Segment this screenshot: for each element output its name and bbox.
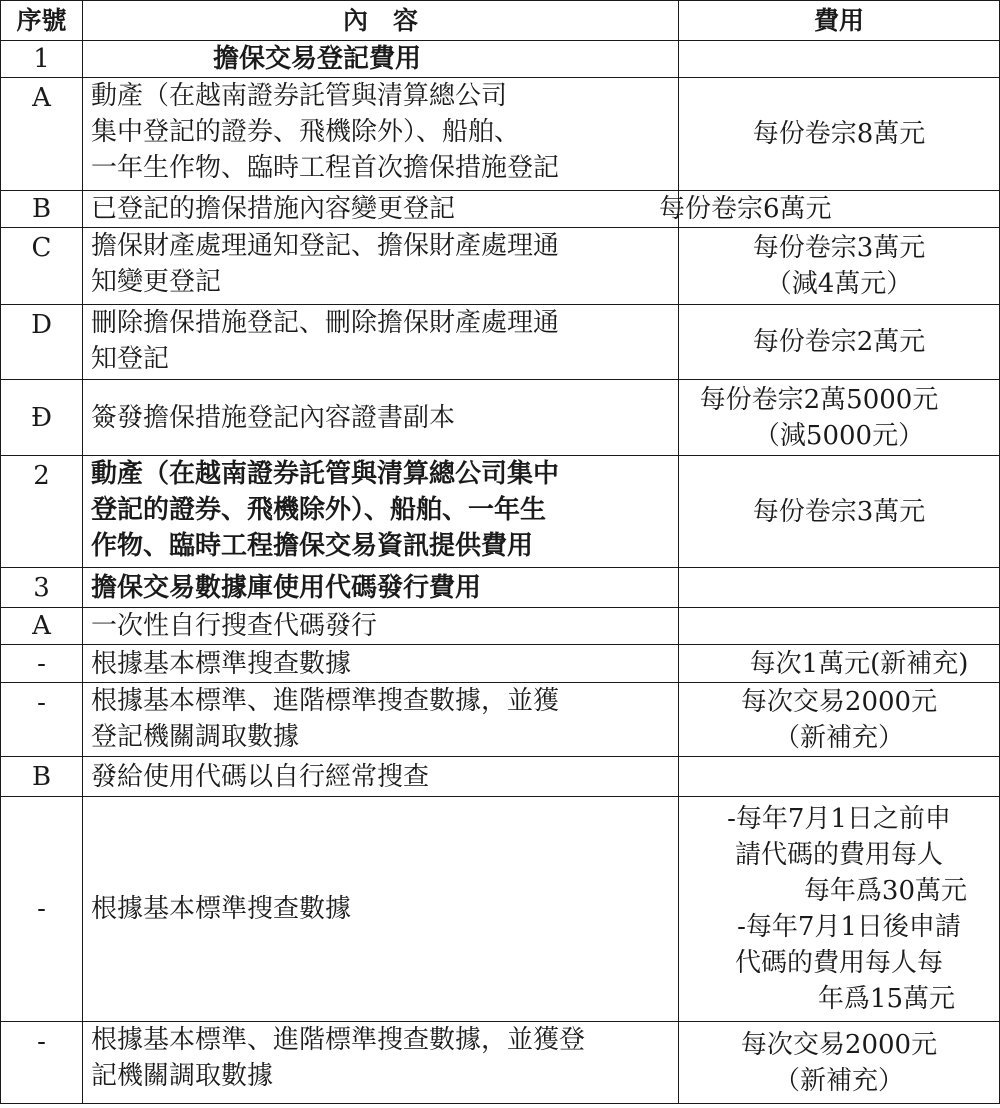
row-content-line: 發給使用代碼以自行經常搜查 <box>91 761 430 792</box>
table-row <box>1 305 1000 380</box>
row-content-line: 擔保財產處理通知登記、擔保財產處理通 <box>91 231 560 261</box>
header-content: 內 容 <box>83 1 679 41</box>
row-fee-line: （減4萬元） <box>765 269 913 299</box>
header-row <box>1 1 1000 41</box>
row-fee-line: 每次交易2000元 <box>740 1029 938 1060</box>
table-row <box>1 568 1000 608</box>
row-content-line: 擔保交易數據庫使用代碼發行費用 <box>91 572 482 603</box>
table-row <box>1 78 1000 191</box>
table-row <box>1 797 1000 1022</box>
row-number: - <box>1 645 83 683</box>
row-content-line: 已登記的擔保措施內容變更登記 <box>91 194 456 224</box>
row-fee <box>679 608 1000 645</box>
row-number: A <box>1 78 83 191</box>
row-fee-line: （減5000元） <box>753 420 925 451</box>
table-row <box>1 683 1000 757</box>
row-number: 3 <box>1 568 83 608</box>
row-fee-line: （新補充） <box>773 1065 904 1096</box>
row-fee-line: 請代碼的費用每人 <box>734 840 943 870</box>
row-fee-line: 每份卷宗3萬元 <box>752 233 926 263</box>
row-number: B <box>1 191 83 228</box>
row-content-line: 一年生作物、臨時工程首次擔保措施登記 <box>91 153 560 183</box>
row-content-line: 動產（在越南證券託管與清算總公司 <box>91 81 508 111</box>
row-content-line: 登記的證券、飛機除外）、船舶、一年生 <box>91 495 547 525</box>
row-fee-line: -每年7月1日後申請 <box>737 912 961 942</box>
row-content-line: 一次性自行搜查代碼發行 <box>91 611 378 641</box>
row-content-line: 刪除擔保措施登記、刪除擔保財產處理通 <box>91 308 560 338</box>
header-no: 序號 <box>1 1 83 41</box>
row-content-line: 根據基本標準搜查數據 <box>91 894 352 924</box>
header-fee: 費用 <box>679 1 1000 41</box>
row-number: Đ <box>1 380 83 456</box>
row-fee-line: 每次1萬元(新補充) <box>749 648 969 679</box>
row-fee-line: 每份卷宗8萬元 <box>752 119 926 149</box>
table-row <box>1 191 1000 228</box>
row-content-line: 動產（在越南證券託管與清算總公司集中 <box>91 459 560 489</box>
row-content-line: 集中登記的證券、飛機除外）、船舶、 <box>91 117 521 147</box>
row-content-line: 登記機關調取數據 <box>91 722 300 752</box>
table-row <box>1 380 1000 456</box>
row-content-line: 作物、臨時工程擔保交易資訊提供費用 <box>91 531 534 561</box>
table-row <box>1 41 1000 78</box>
row-number: C <box>1 228 83 305</box>
table-row <box>1 757 1000 797</box>
table-row <box>1 228 1000 305</box>
row-number: - <box>1 1022 83 1104</box>
row-fee-line: 每份卷宗2萬元 <box>752 327 926 357</box>
row-content-line: 簽發擔保措施登記內容證書副本 <box>91 402 456 433</box>
row-fee <box>679 41 1000 78</box>
table-row <box>1 645 1000 683</box>
row-content-line: 根據基本標準搜查數據 <box>91 648 352 679</box>
table-row <box>1 608 1000 645</box>
row-content-line: 根據基本標準、進階標準搜查數據，並獲 <box>91 686 560 716</box>
row-fee <box>679 757 1000 797</box>
row-fee-line: 每份卷宗2萬5000元 <box>699 384 939 415</box>
row-content-line: 根據基本標準、進階標準搜查數據，並獲登 <box>91 1025 586 1055</box>
row-fee-line: （新補充） <box>773 722 904 753</box>
row-content-line: 記機關調取數據 <box>91 1061 274 1091</box>
row-content-line: 知登記 <box>91 344 170 374</box>
row-fee-line: 每份卷宗6萬元 <box>659 194 832 224</box>
row-fee-line: 每份卷宗3萬元 <box>752 496 926 527</box>
row-number: 1 <box>1 41 83 78</box>
row-fee-line: -每年7月1日之前申 <box>727 804 951 834</box>
row-number: A <box>1 608 83 645</box>
row-number: D <box>1 305 83 380</box>
table-row <box>1 456 1000 568</box>
row-number: B <box>1 757 83 797</box>
row-number: 2 <box>1 456 83 568</box>
row-fee-line: 代碼的費用每人每 <box>734 948 943 978</box>
row-fee <box>679 568 1000 608</box>
row-fee-line: 每次交易2000元 <box>740 686 938 717</box>
row-content-line: 知變更登記 <box>91 267 222 297</box>
row-number: - <box>1 797 83 1022</box>
row-fee-line: 年爲15萬元 <box>817 984 955 1014</box>
row-fee-line: 每年爲30萬元 <box>803 876 967 906</box>
row-content-line: 擔保交易登記費用 <box>213 44 422 74</box>
table-row <box>1 1022 1000 1104</box>
row-number: - <box>1 683 83 757</box>
